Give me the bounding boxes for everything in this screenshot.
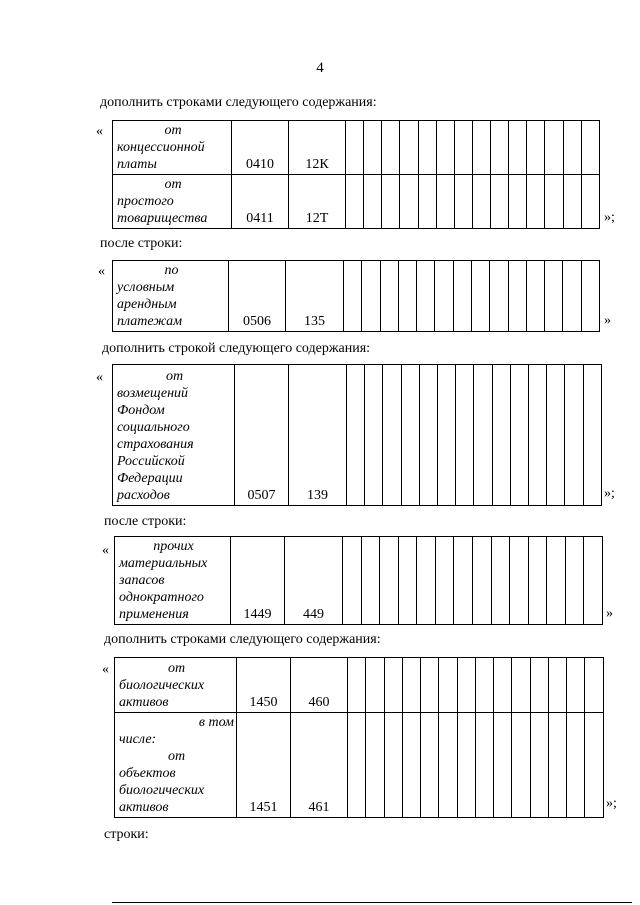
table-row (115, 537, 603, 625)
table-row (115, 658, 604, 713)
table-concession-partnership (112, 120, 600, 229)
row-label: от простого товарищества (113, 175, 232, 229)
paragraph-add-row: дополнить строкой следующего содержания: (102, 341, 371, 356)
close-quote: »; (604, 210, 615, 225)
table-row (113, 175, 600, 229)
table-social-insurance (112, 364, 602, 506)
paragraph-add-rows-1: дополнить строками следующего содержания: (100, 95, 377, 110)
close-quote: » (604, 313, 611, 328)
row-label: по условным арендным платежам (113, 261, 229, 332)
close-quote: » (606, 606, 613, 621)
table-row (113, 121, 600, 175)
row-number: 139 (289, 365, 347, 506)
row-number: 449 (285, 537, 343, 625)
open-quote: « (98, 264, 105, 279)
page-number: 4 (316, 60, 324, 76)
row-number: 12Т (289, 175, 346, 229)
row-code: 1450 (237, 658, 291, 713)
row-label: от концессионной платы (113, 121, 232, 175)
row-code: 0410 (232, 121, 289, 175)
row-code: 0507 (235, 365, 289, 506)
close-quote: »; (604, 486, 615, 501)
page-bottom-rule (112, 902, 632, 903)
open-quote: « (96, 370, 103, 385)
row-label: в том числе: от объектов биологических активов (115, 713, 237, 818)
close-quote: »; (606, 796, 617, 811)
row-number: 12К (289, 121, 346, 175)
row-code: 1451 (237, 713, 291, 818)
row-number: 461 (291, 713, 348, 818)
table-biological-assets (114, 657, 604, 818)
paragraph-after-row-2: после строки: (104, 514, 187, 529)
table-material-stocks (114, 536, 603, 625)
table-row (113, 261, 600, 332)
row-label: прочих материальных запасов однократного применения (115, 537, 231, 625)
row-code: 0506 (229, 261, 286, 332)
row-label: от биологических активов (115, 658, 237, 713)
open-quote: « (96, 124, 103, 139)
paragraph-after-row-1: после строки: (100, 236, 183, 251)
row-number: 135 (286, 261, 344, 332)
open-quote: « (102, 662, 109, 677)
row-number: 460 (291, 658, 348, 713)
paragraph-rows: строки: (104, 827, 149, 842)
row-code: 0411 (232, 175, 289, 229)
table-lease-payments (112, 260, 600, 332)
row-label: от возмещений Фондом социального страхования Российской Федерации расходов (113, 365, 235, 506)
row-code: 1449 (231, 537, 285, 625)
open-quote: « (102, 543, 109, 558)
table-row (115, 713, 604, 818)
paragraph-add-rows-2: дополнить строками следующего содержания: (104, 632, 381, 647)
table-row (113, 365, 602, 506)
